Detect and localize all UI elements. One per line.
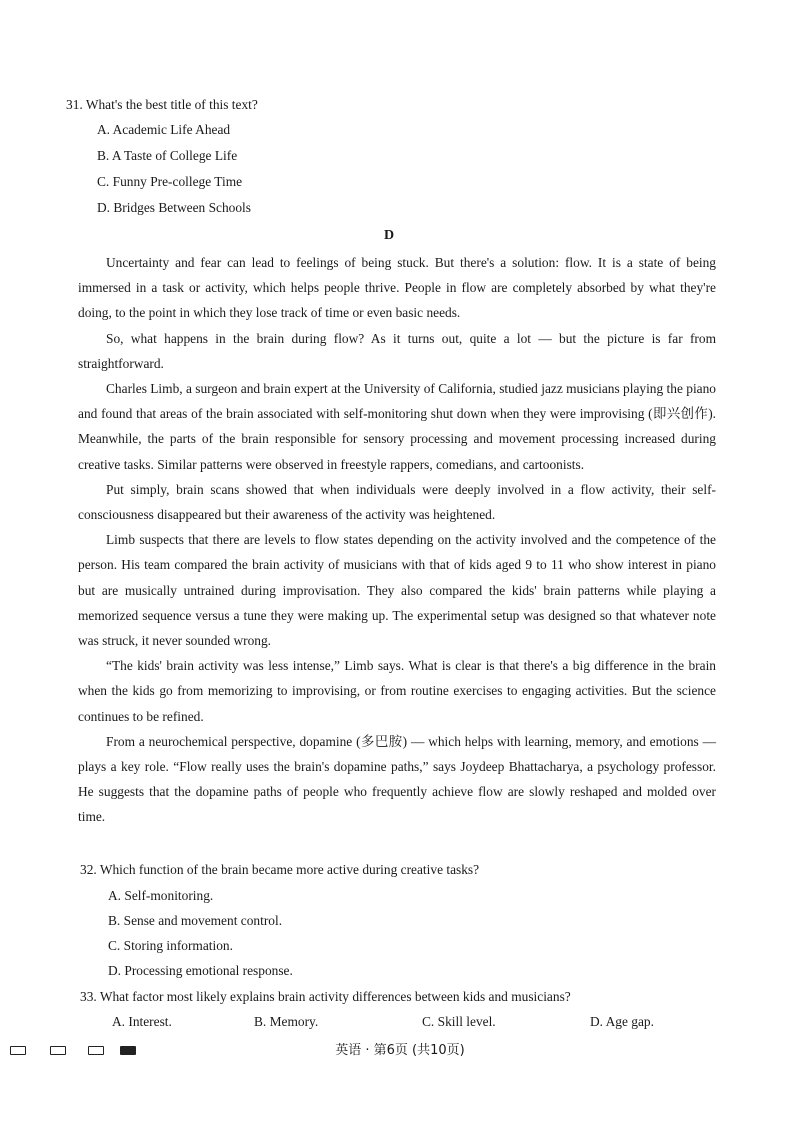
question-32-option-c: C. Storing information. (108, 938, 233, 953)
question-32-option-d: D. Processing emotional response. (108, 963, 293, 978)
question-31-option-d: D. Bridges Between Schools (97, 200, 251, 215)
passage-paragraph: Uncertainty and fear can lead to feelings of being stuck. But there's a solution: flow. It is a state of being immersed in a task or activity, which helps people thrive. People in flow are completely absorbed by what they're doing, to the point in which they lose track of time or even basic needs. (78, 255, 716, 321)
question-33-stem: 33. What factor most likely explains brain activity differences between kids and musicians? (80, 989, 571, 1004)
question-31-option-b: B. A Taste of College Life (97, 148, 238, 163)
question-32-stem: 32. Which function of the brain became more active during creative tasks? (80, 862, 480, 877)
question-33-option-d: D. Age gap. (590, 1014, 654, 1029)
passage-paragraph: Put simply, brain scans showed that when individuals were deeply involved in a flow activity, their self-consciousness disappeared but their awareness of the activity was heightened. (78, 481, 716, 523)
question-31-option-a: A. Academic Life Ahead (97, 122, 231, 137)
page-footer: 英语 · 第6页 (共10页) (335, 1043, 465, 1058)
passage-paragraph: Charles Limb, a surgeon and brain expert at the University of California, studied jazz musicians playing the piano and found that areas of the brain associated with self-monitoring shut down when they were improvising (即兴创作). Meanwhile, the parts of the brain responsible for sensory processing and movement processing increased during creative tasks. Similar patterns were observed in freestyle rappers, comedians, and cartoonists. (78, 381, 716, 472)
question-32-option-b: B. Sense and movement control. (108, 913, 283, 928)
question-33-option-b: B. Memory. (254, 1014, 319, 1029)
question-33-options (112, 1010, 672, 1034)
question-32-option-a: A. Self-monitoring. (108, 888, 214, 903)
question-31-stem: 31. What's the best title of this text? (66, 97, 258, 112)
passage-paragraph: “The kids' brain activity was less intense,” Limb says. What is clear is that there's a big difference in the brain when the kids go from memorizing to improvising, or from routine exercises to engaging activities. But the science continues to be refined. (78, 658, 716, 724)
passage-paragraph: Limb suspects that there are levels to flow states depending on the activity involved and the competence of the person. His team compared the brain activity of musicians with that of kids aged 9 to 11 who show interest in piano but are musically untrained during improvisation. They also compared the kids' brain patterns while playing a memorized sequence versus a tune they were making up. The experimental setup was designed so that whatever note was struck, it never sounded wrong. (78, 532, 716, 649)
passage-paragraph: So, what happens in the brain during flow? As it turns out, quite a lot — but the picture is far from straightforward. (78, 330, 716, 371)
section-heading: D (384, 228, 395, 243)
question-33-option-c: C. Skill level. (422, 1014, 496, 1029)
reading-passage (78, 250, 716, 830)
question-33-option-a: A. Interest. (112, 1014, 172, 1029)
question-31-option-c: C. Funny Pre-college Time (97, 174, 243, 189)
passage-paragraph: From a neurochemical perspective, dopamine (多巴胺) — which helps with learning, memory, and emotions — plays a key role. “Flow really uses the brain's dopamine paths,” says Joydeep Bhattacharya, a psychology professor. He suggests that the dopamine paths of people who frequently achieve flow are slowly reshaped and molded over time. (78, 733, 716, 825)
